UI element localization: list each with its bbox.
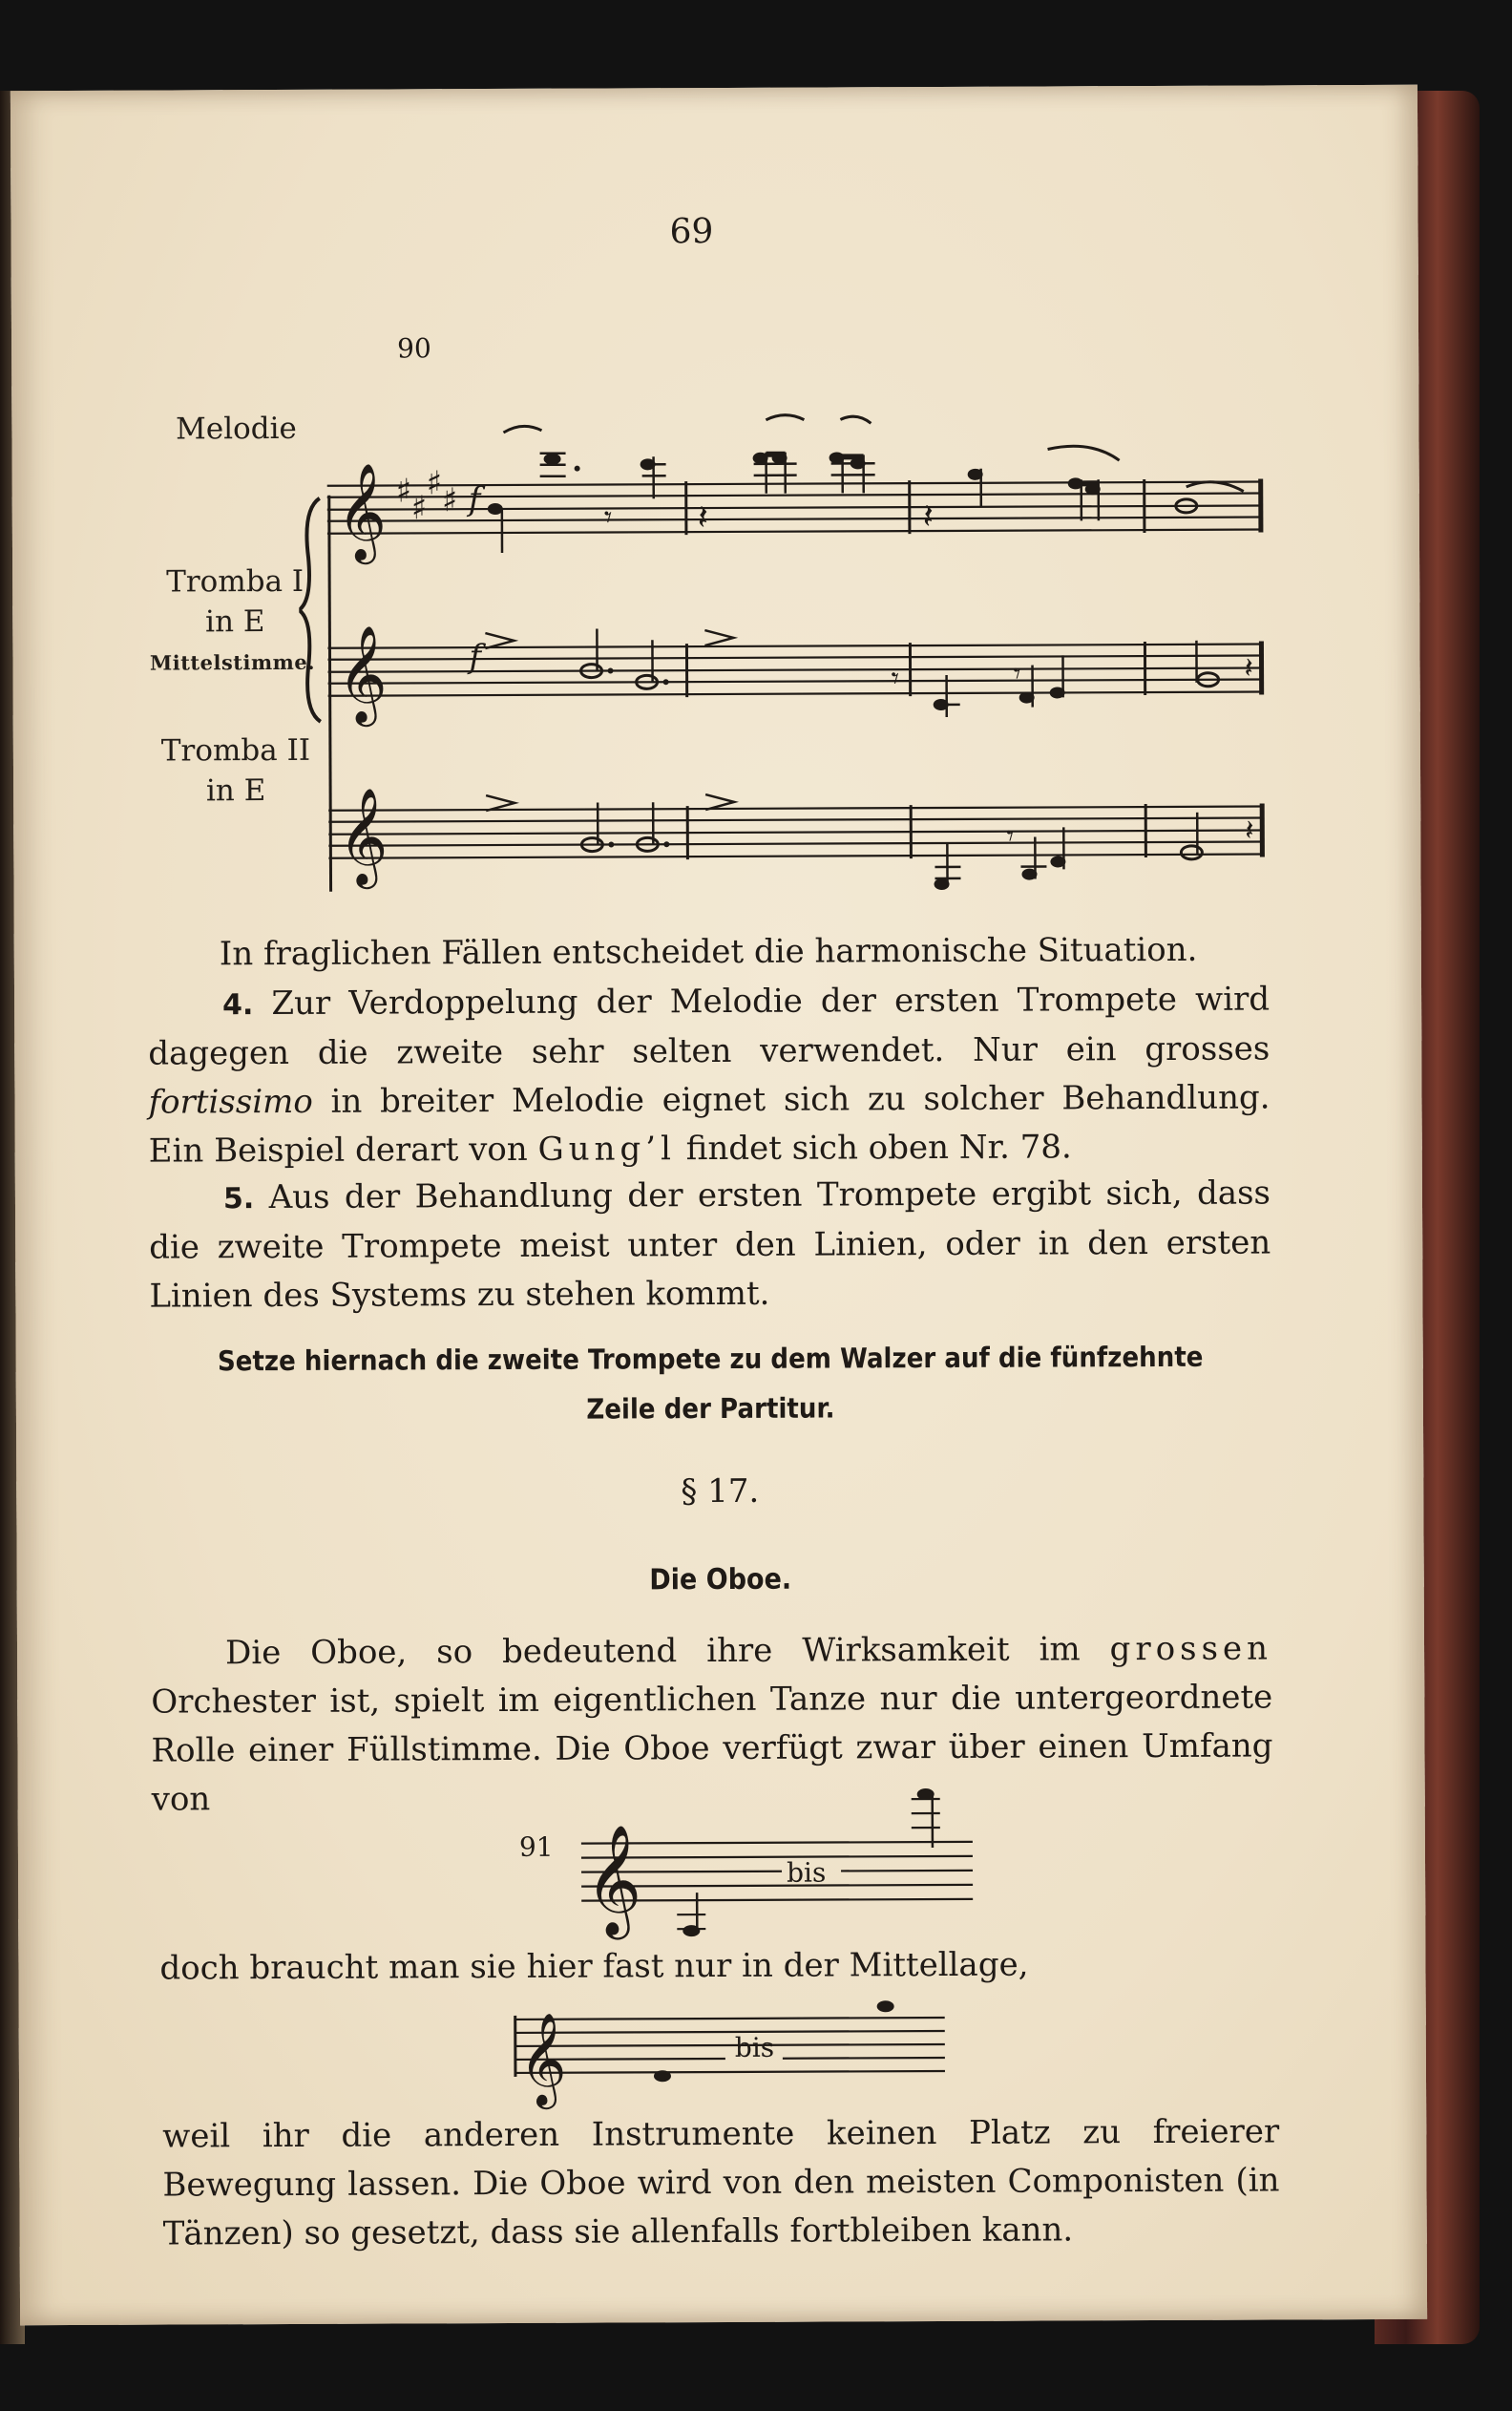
treble-clef-2: 𝄞 [337, 624, 388, 723]
paragraph-number-4: 4. [222, 988, 254, 1023]
oboe-p1-text-b: Orchester ist, spielt im eigentlichen Tanze nur die untergeordnete Rolle einer Füllstimme. Die Oboe verfügt zwar über einen Umfang von [151, 1678, 1273, 1819]
staff-label-melodie: Melodie [175, 411, 297, 447]
paragraph-5-text: Aus der Behandlung der ersten Trompete ergibt sich, dass die zweite Trompete meist unter den Linien, oder in den ersten Linien des Systems zu stehen kommt. [149, 1174, 1271, 1316]
page-number: 69 [669, 212, 714, 252]
paragraph-4 [148, 975, 1270, 1175]
score-example-90 [298, 371, 1283, 910]
range-bis-label-2: bis [734, 2031, 775, 2063]
oboe-p1-spaced: grossen [1109, 1629, 1273, 1669]
section-heading: Die Oboe. [649, 1562, 792, 1597]
staff-tromba2 [328, 807, 1264, 858]
example-number: 91 [518, 1830, 554, 1863]
paragraph-4-italic: fortissimo [148, 1082, 313, 1122]
svg-text:𝄾: 𝄾 [891, 660, 900, 697]
staff-tromba1 [327, 645, 1263, 696]
svg-text:𝄾: 𝄾 [603, 498, 613, 536]
svg-text:𝄞: 𝄞 [518, 2011, 567, 2105]
staff-label-tromba1: Tromba I [166, 563, 304, 600]
paragraph-4-text-c: findet sich oben Nr. 78. [675, 1128, 1072, 1169]
staff-label-tromba2: Tromba II [160, 732, 311, 769]
paragraph-4-text-b: in breiter Melodie eignet sich zu solcher Behandlung. Ein Beispiel derart von [148, 1078, 1270, 1171]
oboe-paragraph-3: weil ihr die anderen Instrumente keinen Platz zu freierer Bewegung lassen. Die Oboe wird von den meisten Componisten (in Tänzen) so gesetzt, dass sie allenfalls fortbleiben kann. [162, 2112, 1280, 2253]
oboe-middle-range-example [506, 1987, 956, 2113]
paragraph-4-spaced: Gung’l [537, 1130, 677, 1169]
measure-number: 90 [397, 332, 431, 365]
svg-text:𝄽: 𝄽 [1244, 651, 1253, 686]
treble-clef-3: 𝄞 [338, 786, 388, 885]
svg-text:♯: ♯ [426, 464, 443, 503]
paragraph-number-5: 5. [222, 1182, 255, 1216]
system-brace [299, 498, 321, 722]
treble-clef-1: 𝄞 [336, 461, 388, 560]
staff-label-tromba1-note: Mittelstimme. [149, 649, 316, 675]
oboe-paragraph-2: doch braucht man sie hier fast nur in der Mittellage, [159, 1945, 1029, 1988]
svg-text:𝄾: 𝄾 [1013, 657, 1021, 691]
svg-text:𝄞: 𝄞 [584, 1823, 642, 1935]
svg-text:𝄽: 𝄽 [1245, 814, 1254, 848]
svg-text:𝄾: 𝄾 [1006, 819, 1015, 854]
dynamic-forte-1: f [468, 480, 481, 519]
svg-text:♯: ♯ [395, 472, 412, 511]
staff-label-tromba1-key: in E [205, 604, 265, 640]
staff-melodie [327, 482, 1263, 534]
dynamic-forte-2: f [469, 638, 482, 677]
staff-label-tromba2-key: in E [205, 773, 266, 809]
paragraph-5 [149, 1169, 1271, 1321]
svg-text:𝄽: 𝄽 [697, 498, 708, 539]
oboe-p1-text-a: Die Oboe, so bedeutend ihre Wirksamkeit im [224, 1630, 1110, 1673]
svg-text:♯: ♯ [410, 489, 428, 528]
book-page [10, 85, 1427, 2325]
paragraph-situation: In fraglichen Fällen entscheidet die harmonische Situation. [219, 930, 1198, 974]
range-bis-label-1: bis [786, 1856, 827, 1889]
section-number: § 17. [681, 1471, 760, 1512]
paragraph-4-text-a: Zur Verdoppelung der Melodie der ersten Trompete wird dagegen die zweite sehr selten verwendet. Nur ein grosses [148, 980, 1270, 1073]
instruction-text: Setze hiernach die zweite Trompete zu dem Walzer auf die fünfzehnte Zeile der Partitur. [217, 1340, 1204, 1426]
svg-text:𝄽: 𝄽 [922, 497, 934, 538]
svg-text:♯: ♯ [441, 481, 458, 520]
